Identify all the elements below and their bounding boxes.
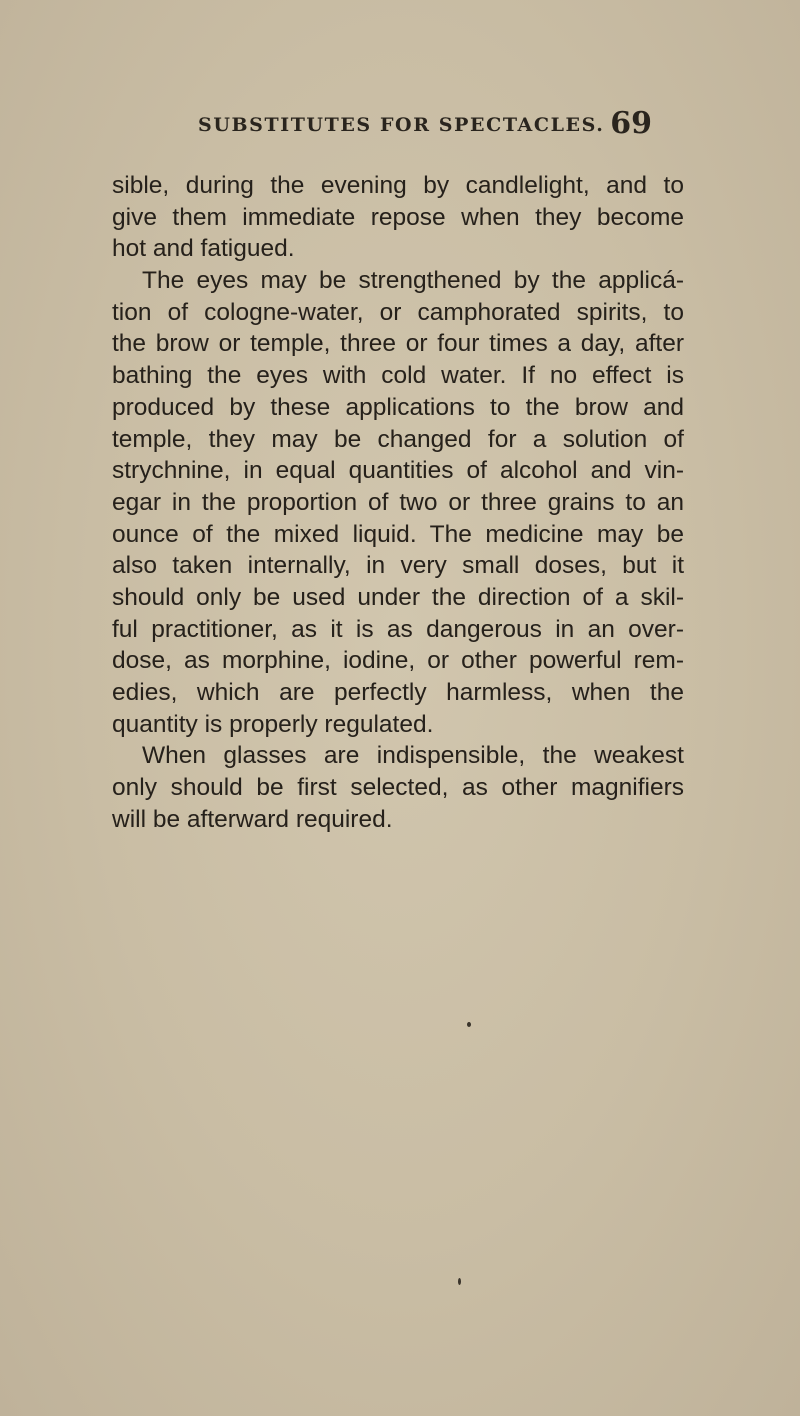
running-head-title: SUBSTITUTES FOR SPECTACLES. bbox=[198, 114, 605, 136]
text-line: egar in the proportion of two or three grains to an bbox=[112, 488, 684, 516]
text-line: produced by these applications to the brow and bbox=[112, 393, 684, 421]
text-line: quantity is properly regulated. bbox=[112, 710, 434, 738]
running-head bbox=[198, 106, 658, 146]
text-line: The eyes may be strengthened by the applicá- bbox=[142, 267, 684, 295]
text-line: edies, which are perfectly harmless, when the bbox=[112, 679, 684, 706]
text-line: dose, as morphine, iodine, or other powerful rem- bbox=[112, 647, 684, 675]
text-line: When glasses are indispensible, the weakest bbox=[142, 742, 684, 770]
text-line: the brow or temple, three or four times a day, after bbox=[112, 330, 684, 358]
text-line: tion of cologne-water, or camphorated spirits, to bbox=[112, 298, 684, 326]
text-line: bathing the eyes with cold water. If no effect is bbox=[112, 362, 684, 390]
text-line: will be afterward required. bbox=[112, 805, 393, 833]
text-line: ful practitioner, as it is as dangerous in an over- bbox=[112, 615, 684, 643]
page-number: 69 bbox=[610, 106, 652, 141]
text-line: ounce of the mixed liquid. The medicine may be bbox=[112, 520, 684, 548]
ink-speck bbox=[458, 1278, 461, 1285]
text-line: temple, they may be changed for a solution of bbox=[112, 425, 684, 453]
text-line: should only be used under the direction of a skil- bbox=[112, 583, 684, 611]
text-line: hot and fatigued. bbox=[112, 235, 295, 263]
text-line: strychnine, in equal quantities of alcohol and vin- bbox=[112, 457, 684, 485]
text-line: also taken internally, in very small doses, but it bbox=[112, 552, 684, 580]
body-text bbox=[112, 170, 684, 835]
text-line: only should be first selected, as other magnifiers bbox=[112, 774, 684, 802]
ink-speck bbox=[467, 1022, 471, 1027]
text-line: give them immediate repose when they become bbox=[112, 203, 684, 231]
text-line: sible, during the evening by candlelight, and to bbox=[112, 172, 684, 199]
